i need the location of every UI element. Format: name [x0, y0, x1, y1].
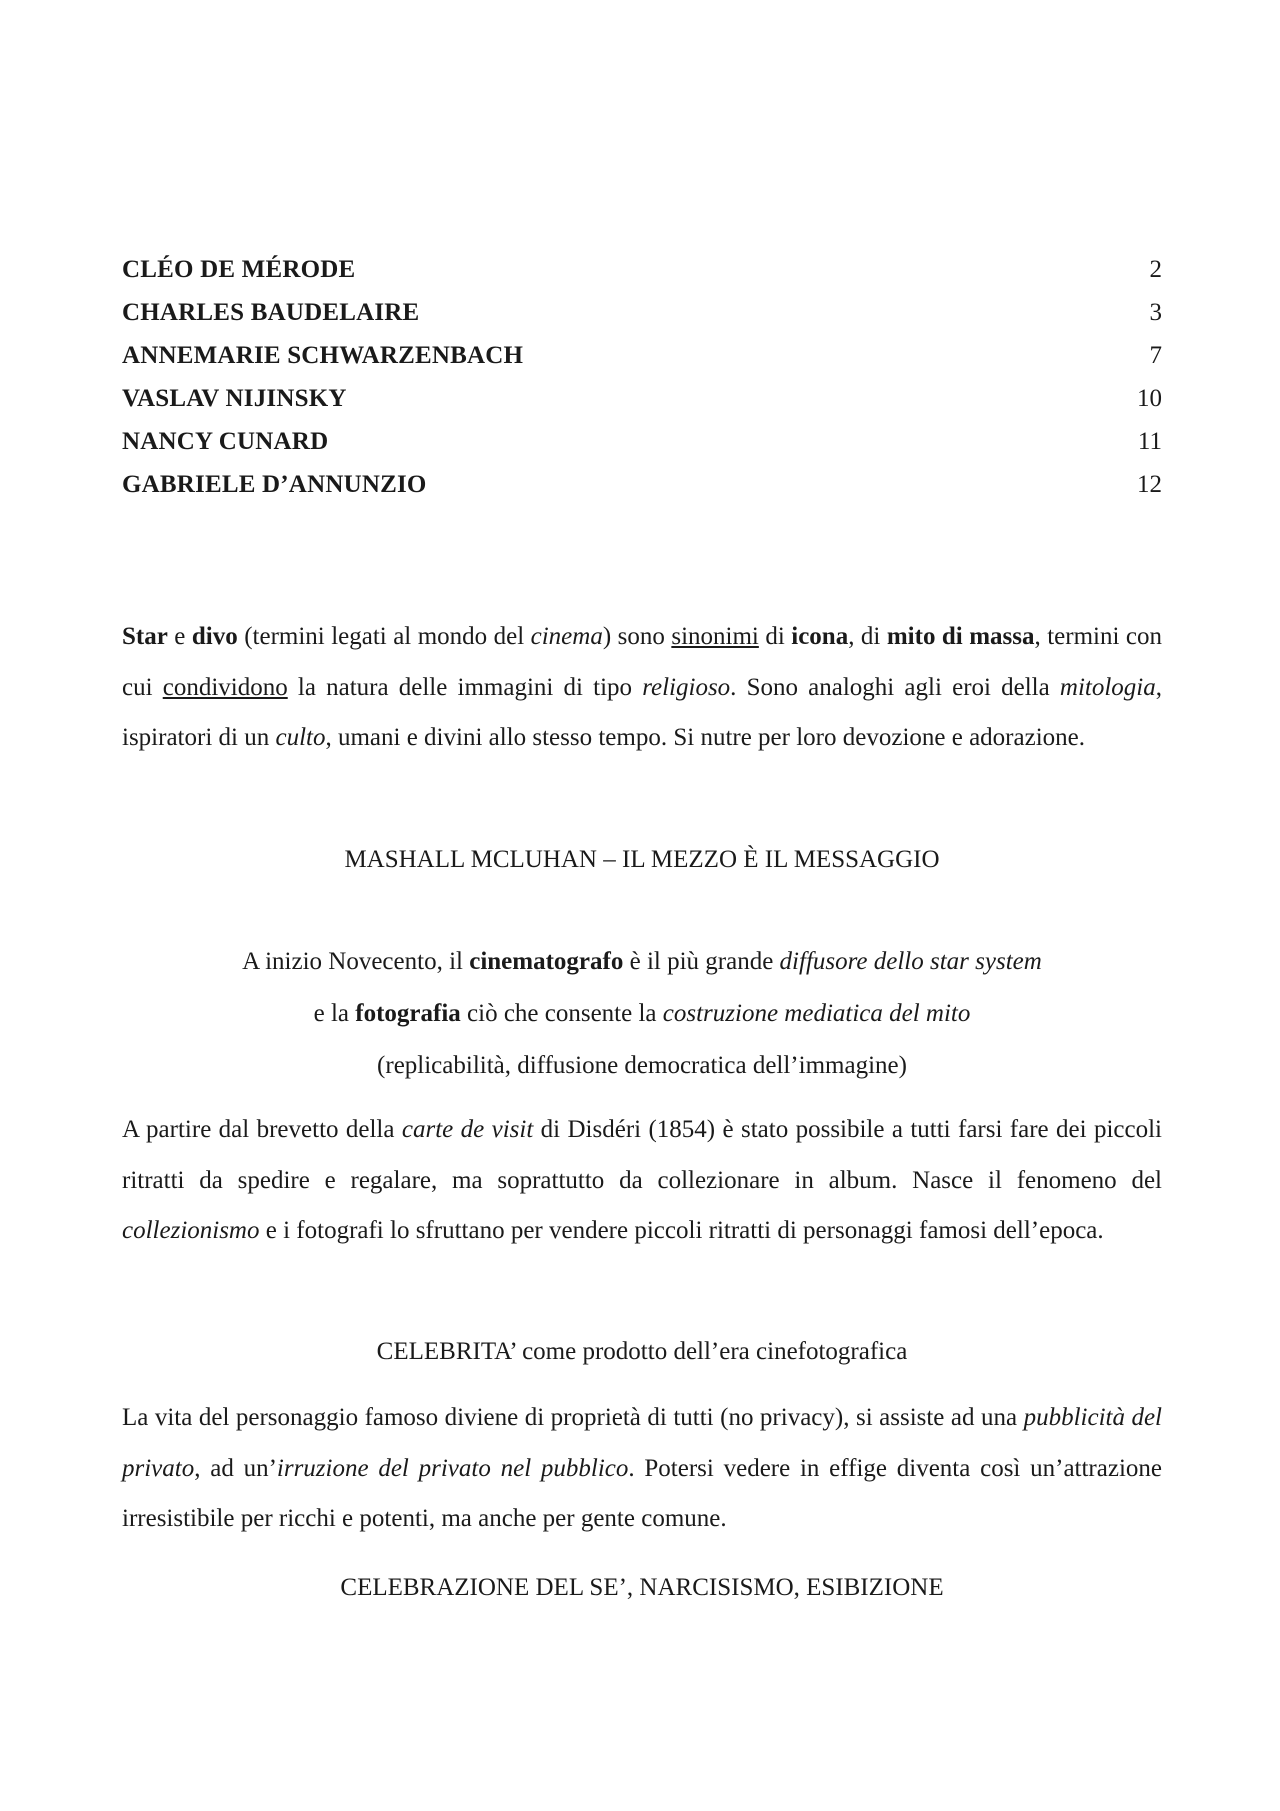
- term-irruzione: irruzione del privato nel pubblico: [276, 1454, 629, 1482]
- privacy-paragraph: [122, 1393, 1162, 1545]
- term-collezionismo: collezionismo: [122, 1217, 260, 1244]
- toc-entry: [122, 342, 1162, 385]
- term-condividono: condividono: [162, 673, 288, 701]
- text-run: La vita del personaggio famoso diviene di proprietà di tutti (no privacy), si assiste ad una: [122, 1404, 1024, 1431]
- term-religioso: religioso: [642, 673, 731, 701]
- toc-entry-page: 12: [1137, 471, 1162, 498]
- text-run: ciò che consente la: [460, 1000, 663, 1027]
- toc-entry-page: 11: [1137, 428, 1162, 455]
- text-run: , umani e divini allo stesso tempo. Si nutre per loro devozione e adorazione.: [325, 724, 1085, 751]
- centered-line: [122, 936, 1162, 988]
- toc-entry-page: 7: [1149, 342, 1162, 369]
- toc-entry: [122, 428, 1162, 471]
- text-run: e: [167, 623, 192, 650]
- heading-celebrita: CELEBRITA’ come prodotto dell’era cinefotografica: [376, 1338, 908, 1365]
- table-of-contents: [122, 256, 1162, 514]
- carte-de-visite-paragraph: [122, 1105, 1162, 1257]
- term-diffusore: diffusore dello star system: [779, 948, 1042, 975]
- term-fotografia: fotografia: [355, 1000, 461, 1027]
- centered-line: (replicabilità, diffusione democratica dell’immagine): [377, 1052, 907, 1079]
- term-culto: culto: [275, 724, 326, 751]
- text-run: A inizio Novecento, il: [242, 948, 470, 975]
- text-run: (termini legati al mondo del: [237, 623, 531, 650]
- term-pubblicita-del-privato: pubblicità del privato: [122, 1404, 1162, 1482]
- text-run: , di: [848, 623, 887, 650]
- heading-celebrazione: CELEBRAZIONE DEL SE’, NARCISISMO, ESIBIZIONE: [340, 1574, 944, 1601]
- text-run: la natura delle immagini di tipo: [287, 673, 643, 701]
- text-run: e la: [313, 1000, 356, 1027]
- text-run: A partire dal brevetto della: [122, 1116, 402, 1143]
- intro-paragraph: [122, 612, 1162, 764]
- term-cinema: cinema: [530, 623, 603, 650]
- toc-entry: [122, 299, 1162, 342]
- text-run: ) sono: [602, 623, 672, 650]
- term-cinematografo: cinematografo: [469, 948, 624, 975]
- term-sinonimi: sinonimi: [671, 623, 759, 650]
- toc-entry-title: GABRIELE D’ANNUNZIO: [122, 471, 427, 498]
- term-icona: icona: [791, 623, 849, 650]
- term-carte-de-visit: carte de visit: [401, 1116, 534, 1143]
- toc-entry-title: VASLAV NIJINSKY: [122, 385, 347, 412]
- toc-entry-title: CLÉO DE MÉRODE: [122, 256, 356, 283]
- text-run: è il più grande: [623, 948, 780, 975]
- term-costruzione: costruzione mediatica del mito: [662, 1000, 971, 1027]
- toc-entry: [122, 385, 1162, 428]
- text-run: , ad un’: [194, 1454, 277, 1482]
- toc-entry: [122, 256, 1162, 299]
- toc-entry-title: NANCY CUNARD: [122, 428, 329, 455]
- text-run: . Potersi vedere in effige diventa così un’attrazione irresistibile per ricchi e potenti, ma anche per gente comune.: [122, 1454, 1162, 1532]
- heading-mcluhan: MASHALL MCLUHAN – IL MEZZO È IL MESSAGGIO: [344, 846, 940, 873]
- toc-entry-page: 2: [1149, 256, 1162, 283]
- toc-entry-page: 10: [1137, 385, 1162, 412]
- toc-entry: [122, 471, 1162, 514]
- term-mito-di-massa: mito di massa: [886, 623, 1035, 650]
- toc-entry-page: 3: [1149, 299, 1162, 326]
- term-mitologia: mitologia: [1059, 673, 1156, 701]
- text-run: di Disdéri (1854) è stato possibile a tutti farsi fare dei piccoli ritratti da spedire e regalare, ma soprattutto da collezionare in album. Nasce il fenomeno del: [122, 1116, 1162, 1194]
- term-star: Star: [122, 623, 168, 650]
- text-run: , ispiratori di un: [122, 673, 1162, 751]
- text-run: . Sono analoghi agli eroi della: [730, 673, 1060, 701]
- toc-entry-title: ANNEMARIE SCHWARZENBACH: [122, 342, 524, 369]
- text-run: e i fotografi lo sfruttano per vendere piccoli ritratti di personaggi famosi dell’epoca.: [259, 1217, 1104, 1244]
- centered-statement: [122, 936, 1162, 1092]
- toc-entry-title: CHARLES BAUDELAIRE: [122, 299, 420, 326]
- text-run: , termini con cui: [122, 623, 1163, 701]
- text-run: di: [758, 623, 792, 650]
- term-divo: divo: [191, 623, 238, 650]
- centered-line: [122, 988, 1162, 1040]
